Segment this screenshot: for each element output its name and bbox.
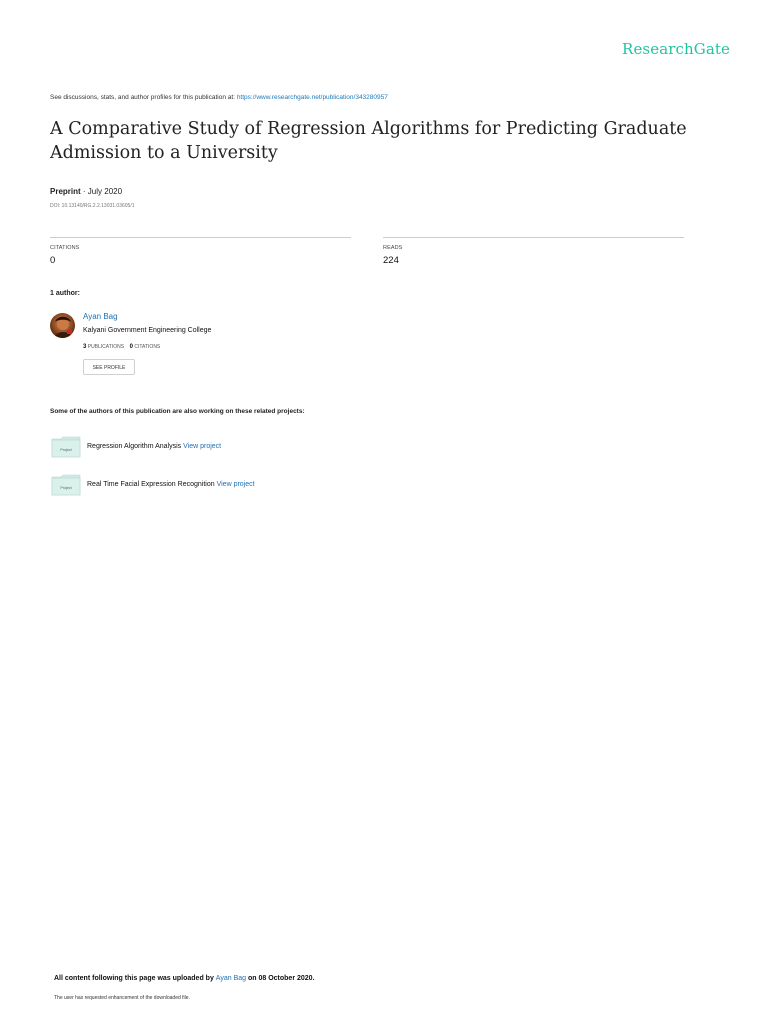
author-name-link[interactable]: Ayan Bag	[83, 312, 118, 321]
citations-value: 0	[50, 255, 56, 266]
discussion-line	[50, 94, 388, 101]
author-citations-count: 0	[129, 344, 133, 350]
project-item	[51, 474, 81, 501]
author-citations-label: CITATIONS	[134, 344, 161, 350]
project-icon-label: Project	[60, 448, 72, 452]
enhancement-note: The user has requested enhancement of the downloaded file.	[54, 995, 190, 1001]
researchgate-logo[interactable]: ResearchGate	[622, 40, 730, 58]
upload-notice	[54, 975, 315, 982]
upload-prefix: All content following this page was uploaded by	[54, 975, 214, 982]
author-photo-icon	[50, 313, 75, 338]
project-folder-icon	[51, 474, 81, 496]
doi-text: DOI: 10.13140/RG.2.2.13031.03605/1	[50, 203, 135, 209]
reads-value: 224	[383, 255, 399, 266]
author-avatar[interactable]	[50, 313, 75, 338]
reads-divider	[383, 237, 684, 238]
project-line	[87, 481, 255, 488]
author-institution: Kalyani Government Engineering College	[83, 327, 212, 334]
author-count-heading: 1 author:	[50, 290, 80, 297]
uploader-link[interactable]: Ayan Bag	[215, 975, 247, 982]
author-publications-label: PUBLICATIONS	[87, 344, 125, 350]
author-stats	[83, 344, 160, 350]
project-icon-label: Project	[60, 486, 72, 490]
publication-type: Preprint	[50, 187, 81, 196]
citations-label: CITATIONS	[50, 245, 80, 251]
project-item	[51, 436, 81, 463]
project-folder-icon	[51, 436, 81, 458]
publication-url-link[interactable]: https://www.researchgate.net/publication/343280957	[236, 94, 388, 101]
view-project-link[interactable]: View project	[216, 481, 255, 488]
upload-suffix: on 08 October 2020.	[247, 975, 315, 982]
view-project-link[interactable]: View project	[183, 443, 222, 450]
publication-date: July 2020	[87, 187, 123, 196]
reads-label: READS	[383, 245, 403, 251]
citations-divider	[50, 237, 351, 238]
publication-meta	[50, 187, 122, 196]
publication-title: A Comparative Study of Regression Algorithms for Predicting Graduate Admission to a University	[50, 119, 687, 163]
discussion-prefix: See discussions, stats, and author profiles for this publication at:	[50, 94, 235, 101]
meta-separator: ·	[82, 187, 88, 196]
see-profile-button[interactable]: SEE PROFILE	[83, 359, 135, 375]
project-name: Real Time Facial Expression Recognition	[87, 481, 215, 488]
project-line	[87, 443, 221, 450]
author-publications-count: 3	[83, 344, 87, 350]
project-name: Regression Algorithm Analysis	[87, 443, 182, 450]
related-projects-heading: Some of the authors of this publication are also working on these related projects:	[50, 408, 305, 415]
